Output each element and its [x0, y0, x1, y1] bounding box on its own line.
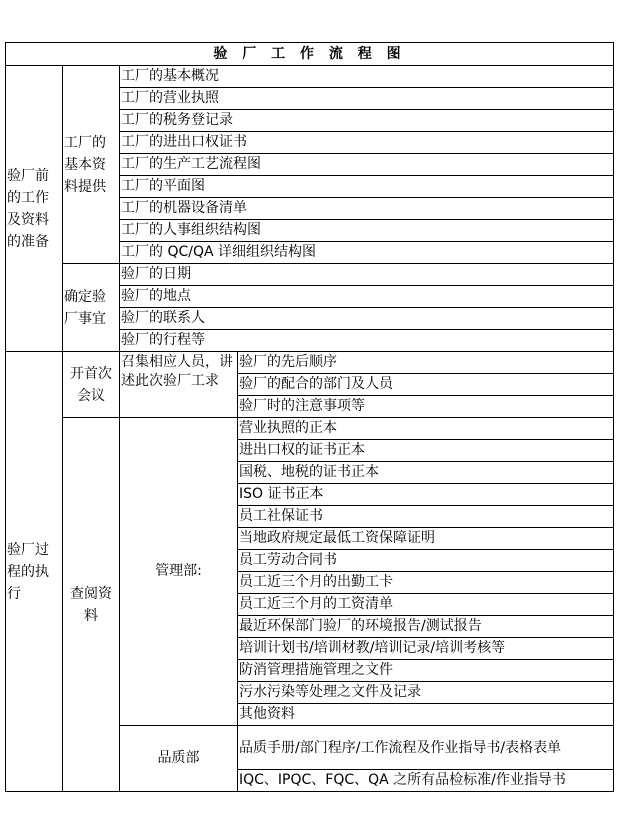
list-item: 当地政府规定最低工资保障证明 [238, 528, 614, 550]
list-item: 工厂的生产工艺流程图 [120, 154, 614, 176]
group-confirm-label: 确定验厂事宜 [63, 264, 120, 352]
list-item: 验厂时的注意事项等 [238, 396, 614, 418]
dept-quality-label: 品质部 [120, 726, 238, 792]
list-item: 工厂的基本概况 [120, 66, 614, 88]
list-item: 验厂的配合的部门及人员 [238, 374, 614, 396]
list-item: 工厂的营业执照 [120, 88, 614, 110]
list-item: 工厂的进出口权证书 [120, 132, 614, 154]
dept-admin-label: 管理部: [120, 418, 238, 726]
list-item: 防消管理措施管理之文件 [238, 660, 614, 682]
list-item: 进出口权的证书正本 [238, 440, 614, 462]
list-item: 员工近三个月的工资清单 [238, 594, 614, 616]
list-item: 工厂的 QC/QA 详细组织结构图 [120, 242, 614, 264]
list-item: ISO 证书正本 [238, 484, 614, 506]
list-item: 品质手册/部门程序/工作流程及作业指导书/表格表单 [238, 726, 614, 770]
list-item: 工厂的人事组织结构图 [120, 220, 614, 242]
list-item: 验厂的联系人 [120, 308, 614, 330]
list-item: IQC、IPQC、FQC、QA 之所有品检标准/作业指导书 [238, 770, 614, 792]
list-item: 营业执照的正本 [238, 418, 614, 440]
group-review-label: 查阅资料 [63, 418, 120, 792]
list-item: 工厂的平面图 [120, 176, 614, 198]
meeting-description: 召集相应人员，讲述此次验厂工求 [120, 352, 238, 418]
list-item: 员工社保证书 [238, 506, 614, 528]
list-item: 员工劳动合同书 [238, 550, 614, 572]
list-item: 验厂的日期 [120, 264, 614, 286]
list-item: 工厂的税务登记录 [120, 110, 614, 132]
section-prep-label: 验厂前的工作及资料的准备 [6, 66, 63, 352]
list-item: 验厂的先后顺序 [238, 352, 614, 374]
list-item: 最近环保部门验厂的环境报告/测试报告 [238, 616, 614, 638]
group-basic-label: 工厂的基本资料提供 [63, 66, 120, 264]
list-item: 验厂的行程等 [120, 330, 614, 352]
list-item: 其他资料 [238, 704, 614, 726]
group-meeting-label: 开首次会议 [63, 352, 120, 418]
workflow-table [5, 42, 614, 792]
list-item: 培训计划书/培训材教/培训记录/培训考核等 [238, 638, 614, 660]
list-item: 污水污染等处理之文件及记录 [238, 682, 614, 704]
list-item: 国税、地税的证书正本 [238, 462, 614, 484]
list-item: 工厂的机器设备清单 [120, 198, 614, 220]
list-item: 验厂的地点 [120, 286, 614, 308]
section-exec-label: 验厂过程的执行 [6, 352, 63, 792]
list-item: 员工近三个月的出勤工卡 [238, 572, 614, 594]
page-title: 验 厂 工 作 流 程 图 [6, 43, 614, 66]
